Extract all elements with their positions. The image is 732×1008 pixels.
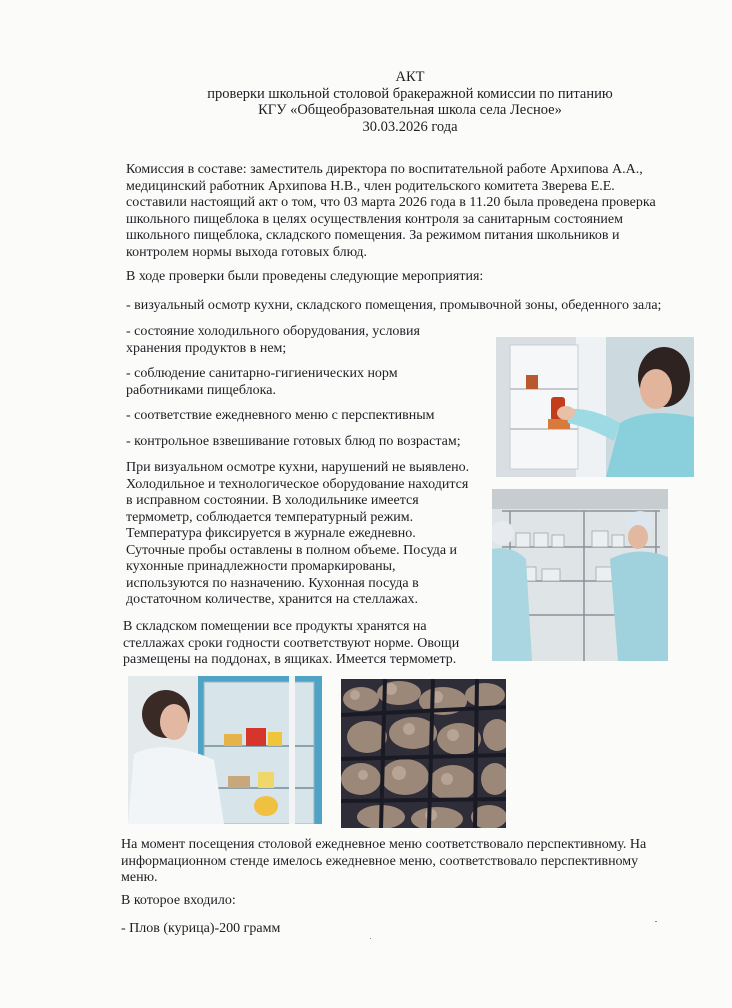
paragraph-line: работниками пищеблока. bbox=[126, 382, 276, 398]
paragraph-line: составили настоящий акт о том, что 03 марта 2026 года в 11.20 была проведена проверка bbox=[126, 195, 656, 210]
vegetable-crates-photo bbox=[341, 679, 506, 828]
paragraph-line: хранения продуктов в нем; bbox=[126, 340, 287, 356]
paragraph-line: меню. bbox=[121, 870, 158, 885]
paragraph-line: информационном стенде имелось ежедневное меню, соответствовало перспективному bbox=[121, 853, 639, 869]
fridge-inspection-photo bbox=[496, 337, 694, 477]
document-title: АКТ bbox=[395, 69, 425, 85]
paragraph-line: используются по назначению. Кухонная посуда в bbox=[126, 575, 419, 591]
paragraph-line: школьного пищеблока, складского помещения. За режимом питания школьников и bbox=[126, 228, 620, 243]
scan-speck bbox=[370, 938, 371, 939]
measure-item bbox=[126, 366, 398, 399]
measure-item: - контрольное взвешивание готовых блюд по возрастам; bbox=[126, 434, 461, 449]
measure-item bbox=[126, 324, 420, 357]
kitchen-shelves-photo bbox=[492, 489, 668, 661]
paragraph-line: кухонные принадлежности промаркированы, bbox=[126, 559, 396, 574]
paragraph-line: достаточном количестве, хранится на стеллажах. bbox=[126, 592, 419, 607]
document-header bbox=[150, 69, 670, 135]
menu-paragraph bbox=[121, 837, 701, 887]
paragraph-line: медицинский работник Архипова Н.В., член родительского комитета Зверева Е.Е. bbox=[126, 178, 615, 194]
paragraph-line: - состояние холодильного оборудования, условия bbox=[126, 324, 420, 339]
paragraph-line: Комиссия в составе: заместитель директора по воспитательной работе Архипова А.А., bbox=[126, 162, 643, 177]
kitchen-paragraph bbox=[126, 460, 492, 609]
paragraph-line: На момент посещения столовой ежедневное меню соответствовало перспективному. На bbox=[121, 837, 647, 852]
measures-heading: В ходе проверки были проведены следующие мероприятия: bbox=[126, 269, 484, 284]
measure-item: - визуальный осмотр кухни, складского помещения, промывочной зоны, обеденного зала; bbox=[126, 298, 662, 313]
commission-paragraph bbox=[126, 162, 686, 261]
document-date: 30.03.2026 года bbox=[362, 118, 458, 135]
paragraph-line: контролем нормы выхода готовых блюд. bbox=[126, 244, 368, 260]
paragraph-line: В складском помещении все продукты хранятся на bbox=[123, 619, 427, 634]
storage-paragraph bbox=[123, 619, 493, 669]
storage-room-photo bbox=[128, 676, 322, 824]
paragraph-line: размещены на поддонах, в ящиках. Имеется термометр. bbox=[123, 652, 457, 667]
included-heading: В которое входило: bbox=[121, 893, 236, 908]
paragraph-line: Холодильное и технологическое оборудование находится bbox=[126, 476, 469, 492]
paragraph-line: - соблюдение санитарно-гигиенических норм bbox=[126, 366, 398, 381]
measure-item: - соответствие ежедневного меню с перспективным bbox=[126, 408, 435, 423]
paragraph-line: школьного пищеблока в целях осуществления контроля за санитарным состоянием bbox=[126, 211, 623, 227]
paragraph-line: в исправном состоянии. В холодильнике имеется bbox=[126, 493, 419, 508]
paragraph-line: При визуальном осмотре кухни, нарушений не выявлено. bbox=[126, 460, 470, 475]
paragraph-line: термометр, соблюдается температурный режим. bbox=[126, 509, 414, 525]
document-subtitle: проверки школьной столовой бракеражной комиссии по питанию bbox=[207, 85, 613, 102]
menu-item: - Плов (курица)-200 грамм bbox=[121, 921, 281, 936]
paragraph-line: Суточные пробы оставлены в полном объеме. Посуда и bbox=[126, 542, 458, 558]
paragraph-line: стеллажах сроки годности соответствуют норме. Овощи bbox=[123, 635, 460, 651]
school-name: КГУ «Общеобразовательная школа села Лесное» bbox=[258, 102, 562, 118]
paragraph-line: Температура фиксируется в журнале ежедневно. bbox=[126, 526, 416, 541]
scan-speck bbox=[655, 921, 657, 922]
